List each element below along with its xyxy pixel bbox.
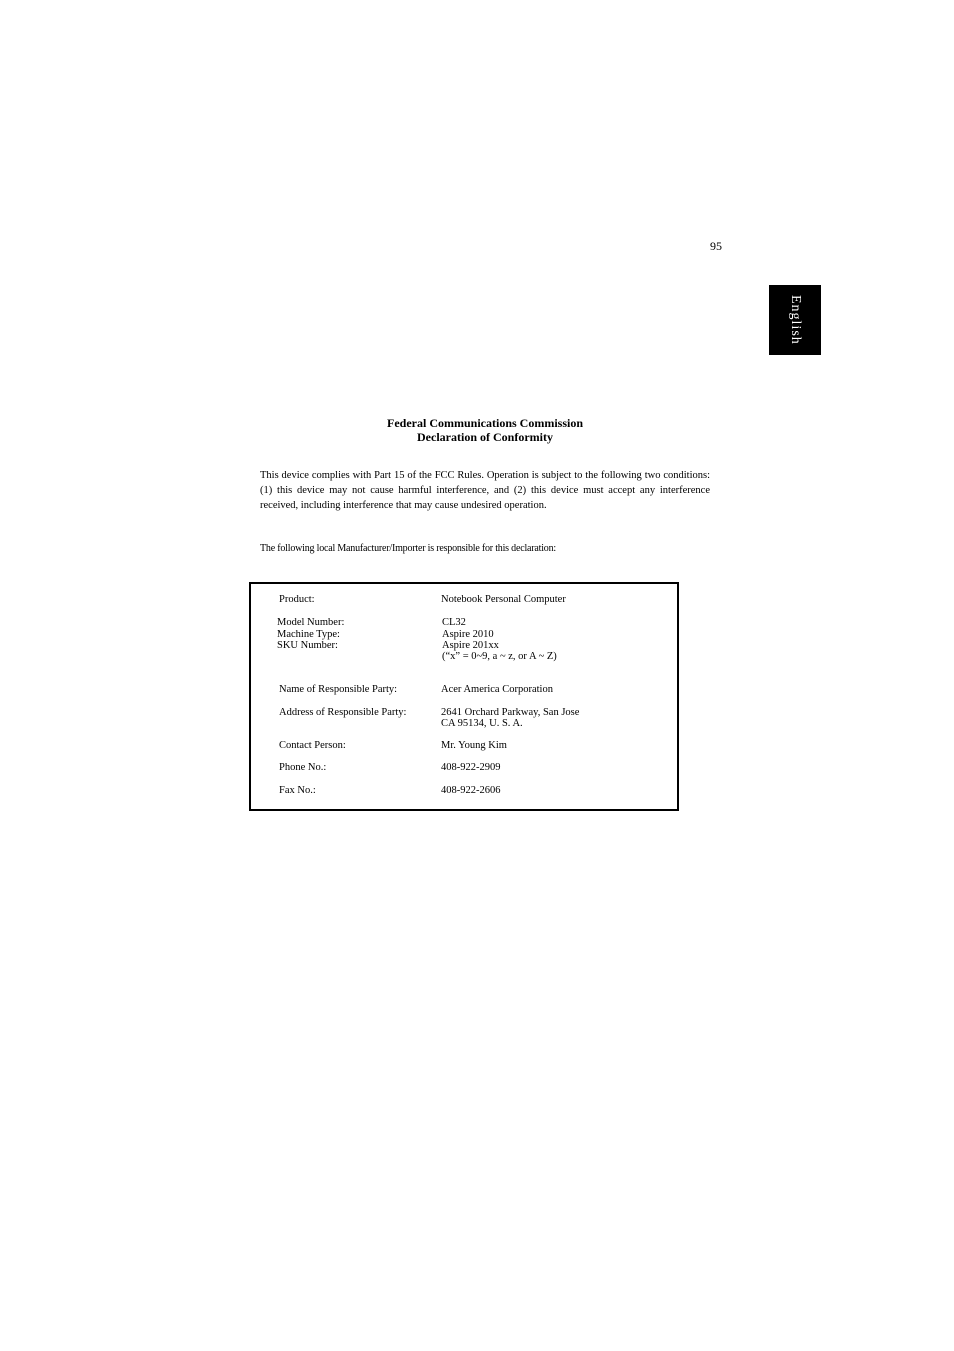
heading-line-2: Declaration of Conformity: [417, 430, 553, 444]
language-tab: [769, 285, 821, 355]
contact-value: Mr. Young Kim: [441, 740, 507, 751]
contact-label: Contact Person:: [279, 740, 346, 751]
heading-line-1: Federal Communications Commission: [387, 416, 583, 430]
party-address-label: Address of Responsible Party:: [279, 707, 407, 718]
model-number-label: Model Number:: [277, 617, 345, 628]
phone-value: 408-922-2909: [441, 762, 501, 773]
party-address-line-2: CA 95134, U. S. A.: [441, 718, 523, 729]
machine-type-label: Machine Type:: [277, 629, 340, 640]
sku-number-label: SKU Number:: [277, 640, 338, 651]
fax-value: 408-922-2606: [441, 785, 501, 796]
sku-number-value: Aspire 201xx: [442, 640, 499, 651]
party-address-line-1: 2641 Orchard Parkway, San Jose: [441, 707, 580, 718]
declaration-box: [249, 582, 679, 811]
page-number: 95: [710, 239, 722, 253]
party-name-value: Acer America Corporation: [441, 684, 553, 695]
machine-type-value: Aspire 2010: [442, 629, 494, 640]
compliance-paragraph: This device complies with Part 15 of the FCC Rules. Operation is subject to the following two conditions: (1) this device may not cause harmful interference, and (2) this device must accept any interference received, including interference that may cause undesired operation.: [260, 470, 710, 511]
product-label: Product:: [279, 594, 315, 605]
model-number-value: CL32: [442, 617, 466, 628]
party-name-label: Name of Responsible Party:: [279, 684, 398, 695]
sku-number-note: (“x” = 0~9, a ~ z, or A ~ Z): [442, 651, 557, 662]
responsible-statement: The following local Manufacturer/Importer is responsible for this declaration:: [260, 543, 556, 554]
product-value: Notebook Personal Computer: [441, 594, 566, 605]
language-tab-label: English: [788, 295, 803, 345]
phone-label: Phone No.:: [279, 762, 327, 773]
fax-label: Fax No.:: [279, 785, 316, 796]
